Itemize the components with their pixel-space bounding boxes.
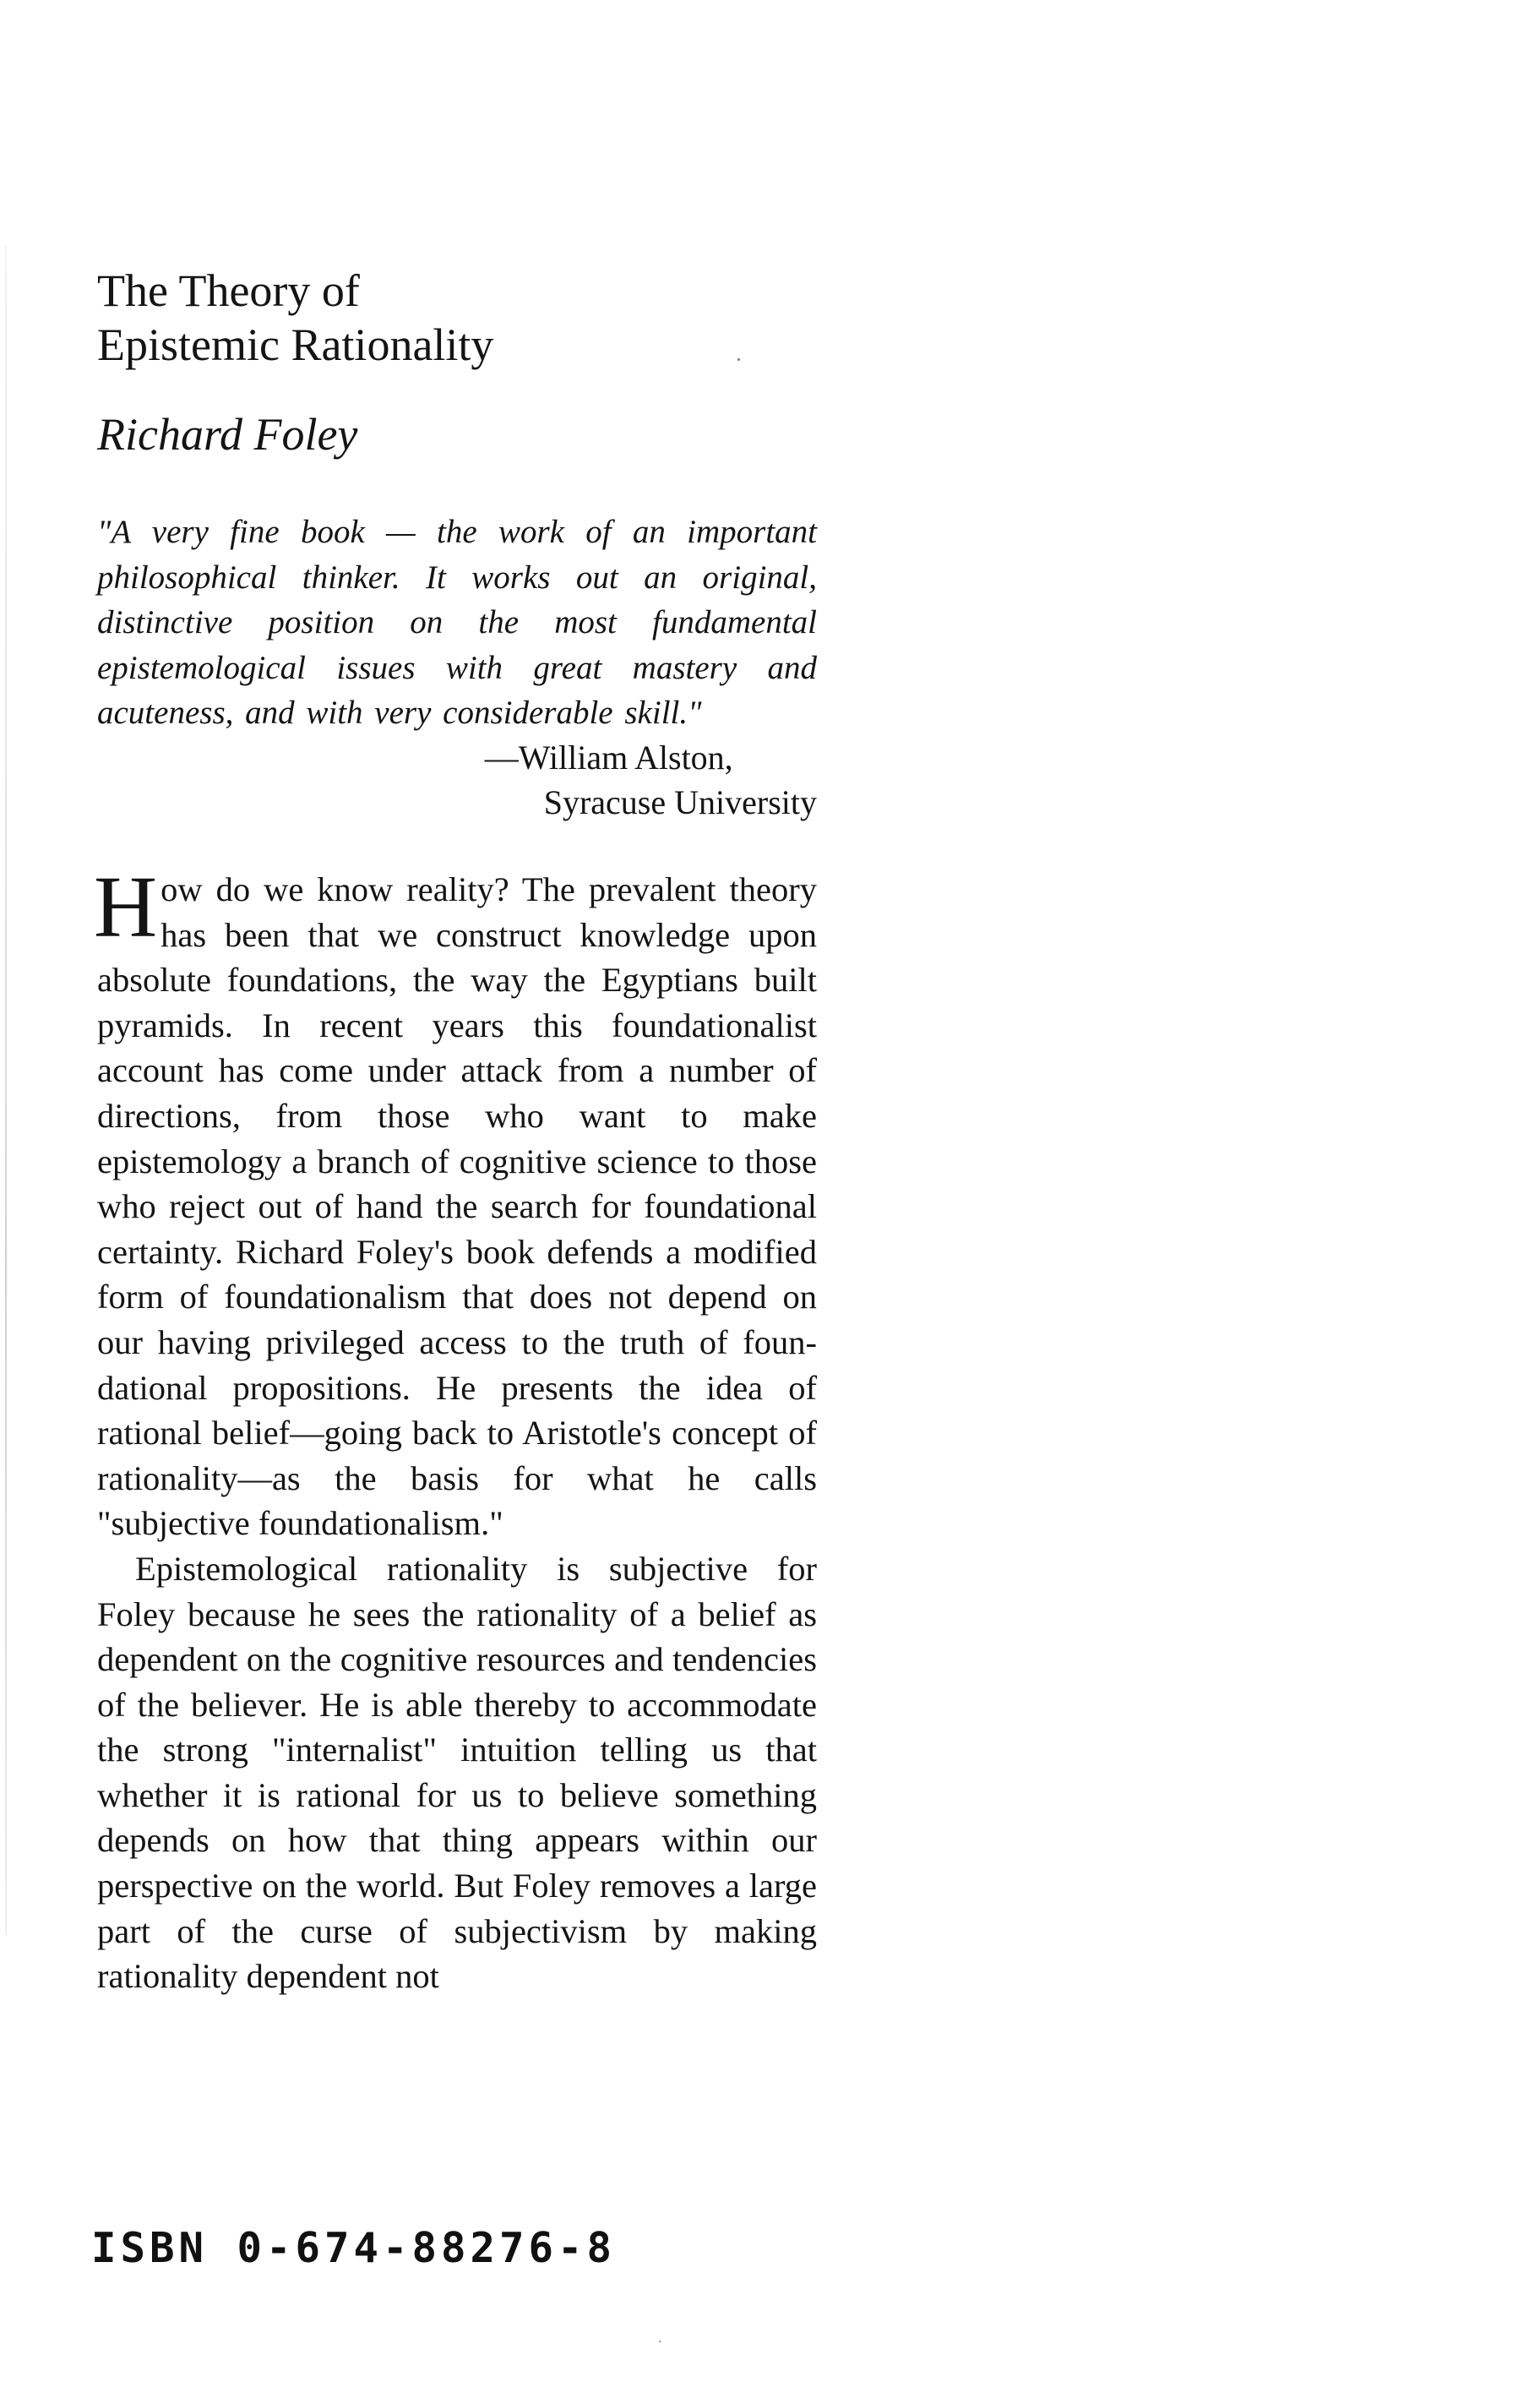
blurb-quote <box>97 510 817 736</box>
blurb-quote-line: philosophical thinker. It works out an original, <box>97 559 817 596</box>
blurb-quote-line: epistemological issues with great mastery and <box>97 649 817 686</box>
author-name: Richard Foley <box>97 409 358 460</box>
drop-cap: H <box>94 859 158 956</box>
isbn: ISBN 0-674-88276-8 <box>91 2224 617 2272</box>
blurb-quote-line: acuteness, and with very considerable skill." <box>97 695 702 731</box>
scan-speck <box>737 358 740 361</box>
attribution-affiliation: Syracuse University <box>543 783 817 821</box>
attribution-name: —William Alston, <box>484 739 733 777</box>
book-title <box>97 264 493 372</box>
blurb-quote-line: distinctive position on the most fundamental <box>97 604 817 640</box>
description <box>94 859 817 1999</box>
book-title-line-2: Epistemic Rationality <box>97 319 494 370</box>
scan-speck <box>659 2341 661 2342</box>
description-paragraph-1 <box>94 859 817 1546</box>
book-title-line-1: The Theory of <box>97 265 360 316</box>
description-paragraph-2: Epistemological rationality is subjective for Foley because he sees the rationality of a belief as dependent on the cognitive resources and tendencies of the believer. He is able thereby to accommodate the strong "internalist" intuition telling us that whether it is rational for us to believe something depends on how that thing appears within our perspective on the world. But Foley removes a large part of the curse of subjectivism by making rationality dependent not <box>97 1549 817 1996</box>
blurb-quote-line: "A very fine book — the work of an important <box>97 514 817 550</box>
scan-edge <box>5 245 7 1935</box>
blurb-attribution <box>485 735 817 825</box>
description-paragraph-1-text: ow do we know reality? The prevalent theory has been that we construct knowledge upon absolute foundations, the way the Egyptians built pyramids. In recent years this foundationalist account has come under attack from a number of directions, from those who want to make epistemology a branch of cognitive science to those who reject out of hand the search for foundational certainty. Richard Foley's book defends a modified form of foundationalism that does not depend on our having privileged access to the truth of foundational propositions. He presents the idea of rational belief—going back to Aristotle's concept of rationality—as the basis for what he calls "subjective foundationalism." <box>97 870 817 1543</box>
